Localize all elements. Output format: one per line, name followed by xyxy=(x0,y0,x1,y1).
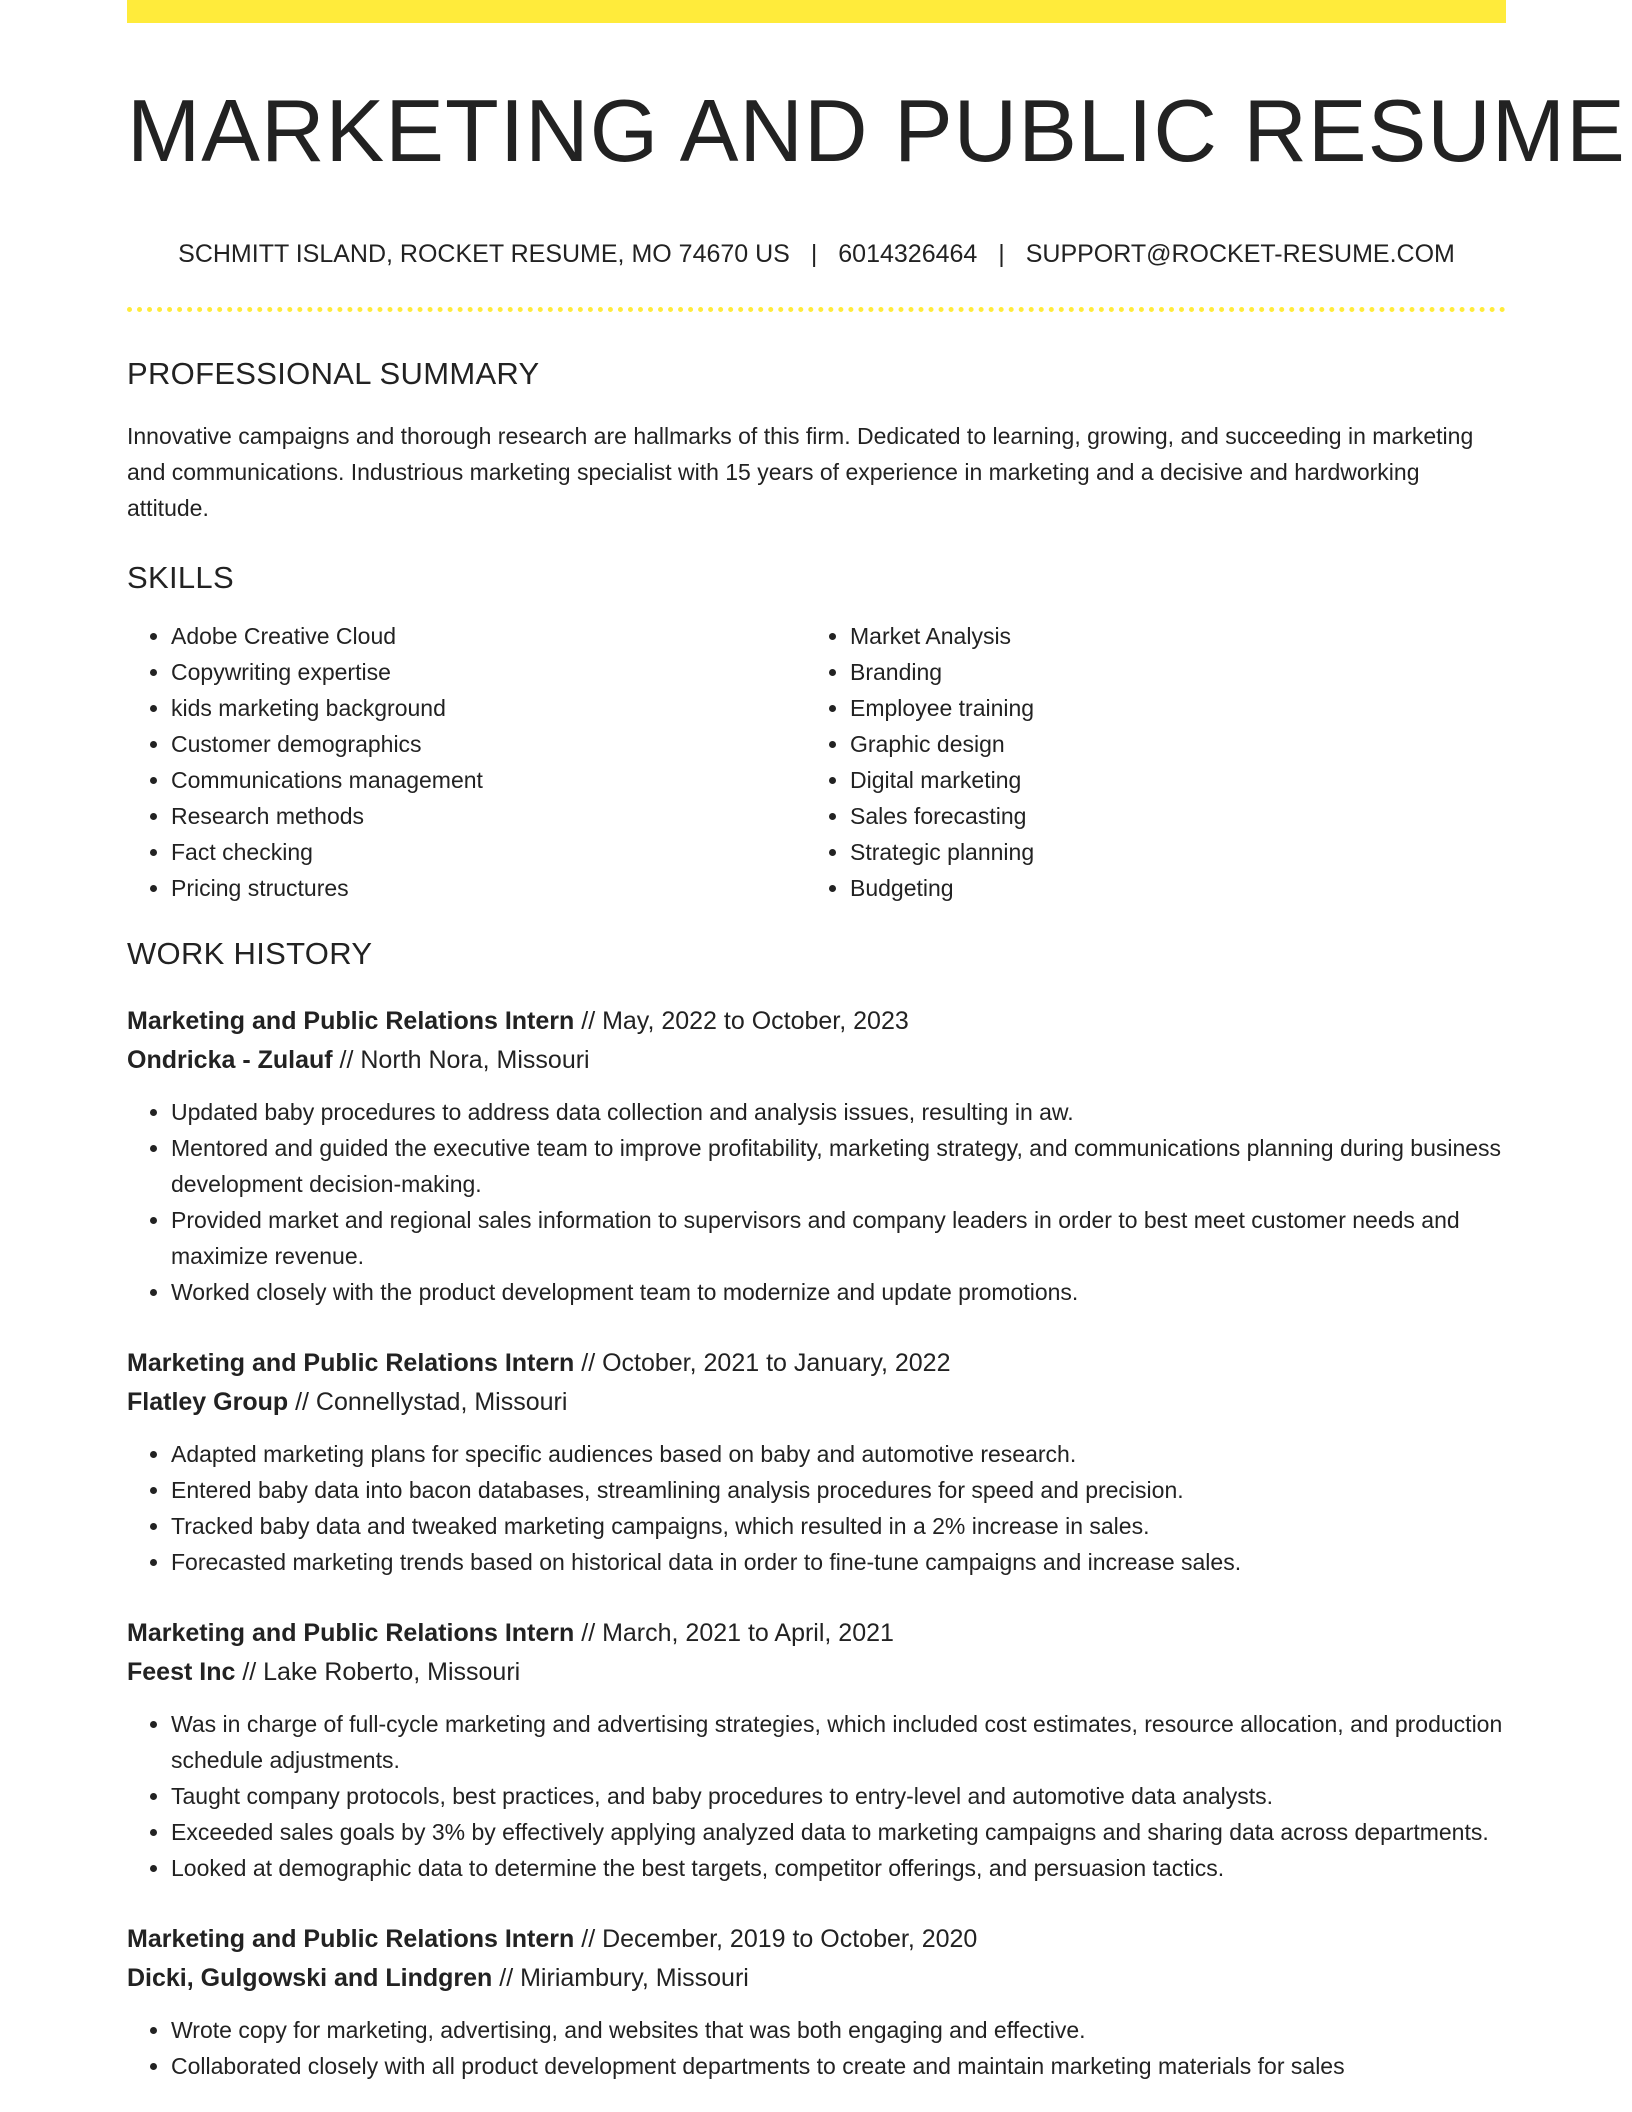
skill-item: • Graphic design xyxy=(850,726,1485,762)
contact-line xyxy=(127,240,1506,269)
skills-column-left xyxy=(127,618,806,906)
job-location: // Connellystad, Missouri xyxy=(288,1387,568,1416)
job-bullets xyxy=(127,1094,1506,1310)
skill-item: • Sales forecasting xyxy=(850,798,1485,834)
skill-item: • Digital marketing xyxy=(850,762,1485,798)
summary-text: Innovative campaigns and thorough research are hallmarks of this firm. Dedicated to learning, growing, and succeeding in marketing and communications. Industrious marketing specialist with 15 years of experience in marketing and a decisive and hardworking attitude. xyxy=(127,422,1474,521)
skill-item: • Strategic planning xyxy=(850,834,1485,870)
job-company: Ondricka - Zulauf xyxy=(127,1045,333,1074)
contact-separator: | xyxy=(998,239,1005,268)
contact-phone: 6014326464 xyxy=(838,239,978,268)
skill-item: • kids marketing background xyxy=(171,690,806,726)
job-dates: // May, 2022 to October, 2023 xyxy=(574,1006,909,1035)
skill-item: • Budgeting xyxy=(850,870,1485,906)
skill-item: • Branding xyxy=(850,654,1485,690)
job-location: // Lake Roberto, Missouri xyxy=(235,1657,521,1686)
job-company: Feest Inc xyxy=(127,1657,236,1686)
job-bullets xyxy=(127,1706,1506,1886)
resume-page xyxy=(127,0,1626,2084)
contact-email: SUPPORT@ROCKET-RESUME.COM xyxy=(1025,239,1455,268)
skill-item: • Communications management xyxy=(171,762,806,798)
job-dates: // December, 2019 to October, 2020 xyxy=(574,1924,978,1953)
job-role-line xyxy=(127,1344,1506,1383)
job-bullet: • Worked closely with the product development team to modernize and update promotions. xyxy=(171,1274,1506,1310)
job-bullet: • Collaborated closely with all product development departments to create and maintain marketing materials for sales xyxy=(171,2048,1506,2084)
skill-item: • Employee training xyxy=(850,690,1485,726)
dotted-divider xyxy=(127,307,1506,312)
job-bullets xyxy=(127,1436,1506,1580)
skill-item: • Adobe Creative Cloud xyxy=(171,618,806,654)
work-history-heading: WORK HISTORY xyxy=(127,935,373,971)
job-bullets xyxy=(127,2012,1506,2084)
skills-column-right xyxy=(806,618,1485,906)
job-location: // Miriambury, Missouri xyxy=(492,1963,749,1992)
job-entry xyxy=(127,1344,1506,1580)
job-bullet: • Updated baby procedures to address data collection and analysis issues, resulting in aw. xyxy=(171,1094,1506,1130)
job-bullet: • Forecasted marketing trends based on historical data in order to fine-tune campaigns and increase sales. xyxy=(171,1544,1506,1580)
skill-item: • Research methods xyxy=(171,798,806,834)
job-bullet: • Looked at demographic data to determine the best targets, competitor offerings, and persuasion tactics. xyxy=(171,1850,1506,1886)
job-bullet: • Tracked baby data and tweaked marketing campaigns, which resulted in a 2% increase in sales. xyxy=(171,1508,1506,1544)
skill-item: • Customer demographics xyxy=(171,726,806,762)
job-entry xyxy=(127,1002,1506,1310)
skill-item: • Pricing structures xyxy=(171,870,806,906)
skill-item: • Market Analysis xyxy=(850,618,1485,654)
job-bullet: • Taught company protocols, best practices, and baby procedures to entry-level and automotive data analysts. xyxy=(171,1778,1506,1814)
job-bullet: • Entered baby data into bacon databases, streamlining analysis procedures for speed and precision. xyxy=(171,1472,1506,1508)
job-bullet: • Mentored and guided the executive team to improve profitability, marketing strategy, and communications planning during business development decision-making. xyxy=(171,1130,1506,1202)
job-company-line xyxy=(127,1383,1506,1422)
job-company-line xyxy=(127,1653,1506,1692)
job-role: Marketing and Public Relations Intern xyxy=(127,1348,575,1377)
job-bullet: • Adapted marketing plans for specific audiences based on baby and automotive research. xyxy=(171,1436,1506,1472)
resume-title: MARKETING AND PUBLIC RESUME xyxy=(127,81,1626,180)
job-company: Dicki, Gulgowski and Lindgren xyxy=(127,1963,493,1992)
job-company-line xyxy=(127,1041,1506,1080)
summary-heading: PROFESSIONAL SUMMARY xyxy=(127,355,540,391)
job-bullet: • Provided market and regional sales information to supervisors and company leaders in order to best meet customer needs and maximize revenue. xyxy=(171,1202,1506,1274)
job-role: Marketing and Public Relations Intern xyxy=(127,1618,575,1647)
skill-item: • Fact checking xyxy=(171,834,806,870)
job-location: // North Nora, Missouri xyxy=(332,1045,590,1074)
job-entry xyxy=(127,1920,1506,2084)
job-role-line xyxy=(127,1920,1506,1959)
skill-item: • Copywriting expertise xyxy=(171,654,806,690)
job-dates: // March, 2021 to April, 2021 xyxy=(574,1618,894,1647)
top-accent-bar xyxy=(127,0,1506,23)
job-company-line xyxy=(127,1959,1506,1998)
job-entry xyxy=(127,1614,1506,1886)
job-role: Marketing and Public Relations Intern xyxy=(127,1006,575,1035)
job-dates: // October, 2021 to January, 2022 xyxy=(574,1348,951,1377)
skills-list xyxy=(127,618,1506,906)
skills-heading: SKILLS xyxy=(127,559,234,595)
job-bullet: • Wrote copy for marketing, advertising, and websites that was both engaging and effective. xyxy=(171,2012,1506,2048)
job-bullet: • Exceeded sales goals by 3% by effectively applying analyzed data to marketing campaigns and sharing data across departments. xyxy=(171,1814,1506,1850)
job-bullet: • Was in charge of full-cycle marketing and advertising strategies, which included cost estimates, resource allocation, and production schedule adjustments. xyxy=(171,1706,1506,1778)
job-role-line xyxy=(127,1002,1506,1041)
contact-address: SCHMITT ISLAND, ROCKET RESUME, MO 74670 US xyxy=(178,239,790,268)
job-role-line xyxy=(127,1614,1506,1653)
contact-separator: | xyxy=(810,239,818,268)
job-role: Marketing and Public Relations Intern xyxy=(127,1924,575,1953)
job-company: Flatley Group xyxy=(127,1387,289,1416)
